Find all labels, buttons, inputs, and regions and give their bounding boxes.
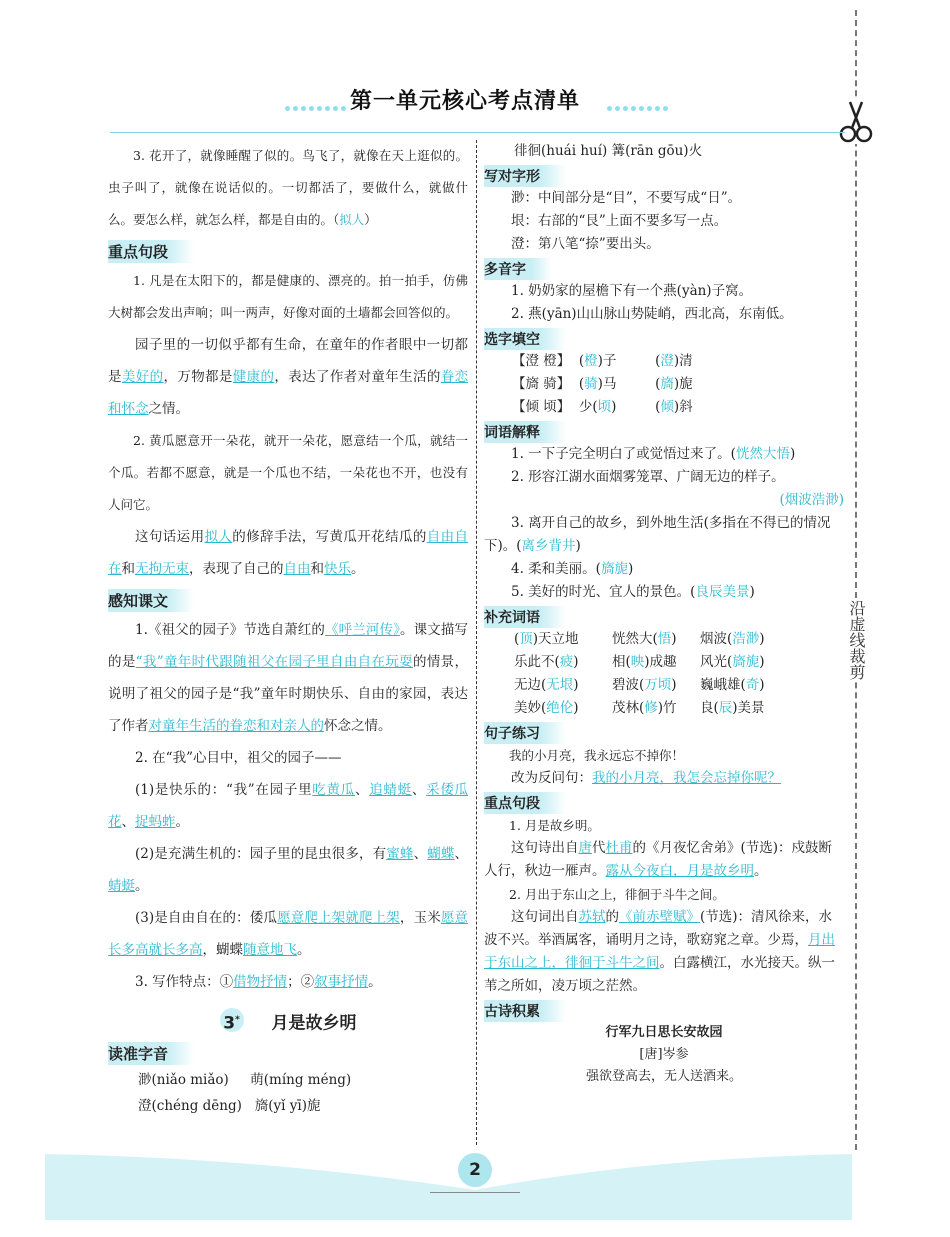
word-item: 巍峨雄(奇): [700, 677, 765, 693]
poem-author: [唐]岑参: [639, 1047, 689, 1062]
word-item: 恍然大(悟): [612, 631, 677, 647]
pinyin-row: 渺(niǎo miǎo) 萌(míng méng): [138, 1071, 352, 1088]
lesson-number: 3*: [220, 1008, 244, 1032]
paragraph: (3)是自由自在的：倭瓜愿意爬上架就爬上架，玉米愿意长多高就长多高，蝴蝶随意地飞。: [108, 910, 469, 958]
right-column: [484, 140, 844, 1088]
word-item: 美妙(绝伦): [514, 700, 579, 716]
header-rule: [110, 132, 845, 133]
word-item: 烟波(浩渺): [700, 631, 765, 647]
word-item: 乐此不(疲): [514, 654, 579, 670]
poem-title: 行军九日思长安故园: [605, 1025, 723, 1040]
list-item: 4. 柔和美丽。(旖旎): [511, 561, 634, 577]
section-heading: 重点句段: [484, 792, 566, 814]
pinyin-row: 澄(chéng dēng) 旖(yǐ yī)旎: [138, 1097, 321, 1114]
section-heading: 重点句段: [108, 240, 194, 263]
paragraph: 园子里的一切似乎都有生命，在童年的作者眼中一切都是美好的，万物都是健康的，表达了作者对童年生活的眷恋和怀念之情。: [108, 337, 469, 417]
paragraph: 2. 在“我”心目中，祖父的园子——: [135, 750, 342, 766]
list-item: 3. 离开自己的故乡，到外地生活(多指在不得已的情况下)。(离乡背井): [484, 515, 831, 554]
paragraph: 1.《祖父的园子》节选自萧红的《呼兰河传》。课文描写的是“我”童年时代跟随祖父在园子里自由自在玩耍的情景，说明了祖父的园子是“我”童年时期快乐、自由的家园，表达了作者对童年生活的眷恋和对亲人的怀念之情。: [108, 622, 469, 734]
title-dots-right: [607, 96, 671, 102]
list-item: 5. 美好的时光、宜人的景色。(良辰美景): [511, 584, 755, 600]
intro-paragraph: 3. 花开了，就像睡醒了似的。鸟飞了，就像在天上逛似的。虫子叫了，就像在说话似的。一切都活了，要做什么，就做什么。要怎么样，就怎么样，都是自由的。（拟人）: [108, 148, 468, 227]
paragraph: 这句话运用拟人的修辞手法，写黄瓜开花结瓜的自由自在和无拘无束，表现了自己的自由和快乐。: [108, 529, 469, 577]
list-item: 这句词出自苏轼的《前赤壁赋》(节选)：清风徐来，水波不兴。举酒属客，诵明月之诗，歌窈窕之章。少焉，月出于东山之上，徘徊于斗牛之间。白露横江，水光接天。纵一苇之所如，凌万顷之茫然。: [484, 909, 835, 994]
section-heading: 句子练习: [484, 722, 566, 744]
footer-wave: [45, 1150, 852, 1190]
paragraph: (2)是充满生机的：园子里的昆虫很多，有蜜蜂、蝴蝶、蜻蜓。: [108, 846, 469, 894]
lesson-title: 3* 月是故乡明: [108, 1008, 468, 1034]
page-number: 2: [458, 1153, 492, 1187]
left-column: [108, 140, 468, 1119]
word-item: 相(映)成趣: [612, 654, 677, 670]
answer: (烟波浩渺): [779, 492, 844, 508]
list-item: 1. 奶奶家的屋檐下有一个燕(yàn)子窝。: [511, 283, 753, 299]
section-heading: 多音字: [484, 258, 552, 280]
list-item: 渺：中间部分是“目”，不要写成“日”。: [511, 190, 742, 206]
list-item: 2. 月出于东山之上，徘徊于斗牛之间。: [509, 887, 725, 902]
list-item: 2. 燕(yān)山山脉山势陡峭，西北高，东南低。: [511, 306, 793, 322]
paragraph: 3. 写作特点：①借物抒情；②叙事抒情。: [135, 974, 382, 990]
section-heading: 读准字音: [108, 1042, 194, 1065]
title-dots-left: [285, 96, 349, 102]
section-heading: 补充词语: [484, 606, 566, 628]
list-item: 我的小月亮，我永远忘不掉你！: [509, 748, 685, 763]
word-item: 风光(旖旎): [700, 654, 765, 670]
word-item: 无边(无垠): [514, 677, 579, 693]
list-item: 1. 月是故乡明。: [509, 818, 600, 833]
word-item: 良(辰)美景: [700, 700, 765, 716]
pinyin-row: 徘徊(huái huí) 篝(rān gōu)火: [514, 143, 703, 159]
poem-line: 强欲登高去，无人送酒来。: [585, 1069, 742, 1084]
list-item: 2. 形容江湖水面烟雾笼罩、广阔无边的样子。: [511, 469, 785, 485]
list-item: 1. 一下子完全明白了或觉悟过来了。(恍然大悟): [511, 446, 796, 462]
list-item: 澄：第八笔“捺”要出头。: [511, 236, 660, 252]
word-item: 茂林(修)竹: [612, 700, 677, 716]
list-item: 这句诗出自唐代杜甫的《月夜忆舍弟》(节选)：戍鼓断人行，秋边一雁声。露从今夜白，月是故乡明。: [484, 840, 833, 879]
paragraph: 1. 凡是在太阳下的，都是健康的、漂亮的。拍一拍手，仿佛大树都会发出声响；叫一两声，好像对面的土墙都会回答似的。: [108, 273, 468, 320]
column-divider: [476, 140, 477, 1145]
section-heading: 词语解释: [484, 421, 566, 443]
fill-row: 【旖 骑】 (骑)马 (旖)旎: [512, 376, 693, 392]
section-heading: 感知课文: [108, 589, 194, 612]
section-heading: 写对字形: [484, 165, 566, 187]
cut-line: [855, 10, 857, 1150]
word-item: (顶)天立地: [514, 631, 579, 647]
section-heading: 古诗积累: [484, 1000, 566, 1022]
page-title: 第一单元核心考点清单: [350, 89, 581, 114]
list-item: 垠：右部的“艮”上面不要多写一点。: [511, 213, 728, 229]
scissors-icon: [838, 98, 874, 144]
word-item: 碧波(万顷): [612, 677, 677, 693]
word-grid: [484, 628, 844, 720]
cut-label: 沿虚线裁剪: [843, 600, 869, 680]
section-heading: 选字填空: [484, 328, 566, 350]
fill-row: 【澄 橙】 (橙)子 (澄)清: [512, 353, 693, 369]
fill-row: 【倾 顷】 少(顷) (倾)斜: [512, 399, 693, 415]
list-item: 改为反问句：我的小月亮，我怎会忘掉你呢？: [511, 770, 781, 786]
page-number-rule: [430, 1192, 520, 1193]
paragraph: 2. 黄瓜愿意开一朵花，就开一朵花，愿意结一个瓜，就结一个瓜。若都不愿意，就是一个瓜也不结，一朵花也不开，也没有人问它。: [108, 433, 468, 512]
paragraph: (1)是快乐的：“我”在园子里吃黄瓜、追蜻蜓、采倭瓜花、捉蚂蚱。: [108, 782, 469, 830]
